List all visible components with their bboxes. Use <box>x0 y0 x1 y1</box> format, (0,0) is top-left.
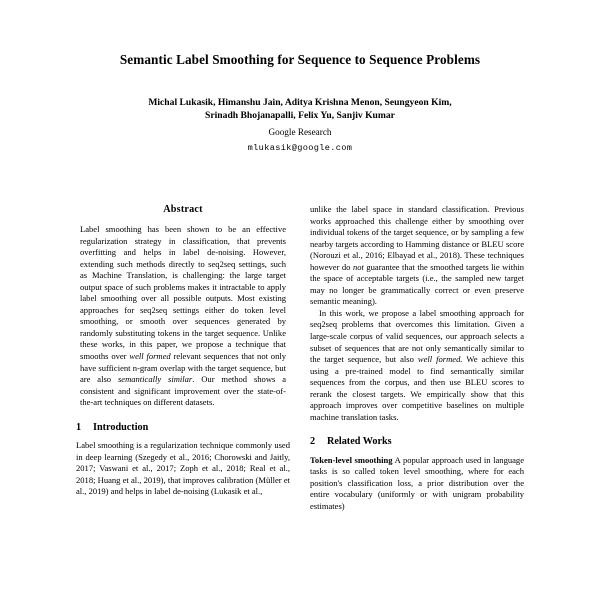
page-title: Semantic Label Smoothing for Sequence to Sequence Problems <box>119 52 481 67</box>
related-works-text: A popular approach used in language tasks is so called token level smoothing, where for each position's classification loss, a prior distribution over the entire vocabulary (uniformly or with unigram probability estimates) <box>310 454 524 511</box>
right-paragraph-2 <box>310 308 524 423</box>
introduction-paragraph: Label smoothing is a regularization technique commonly used in deep learning (Szegedy et al., 2016; Chorowski and Jaitly, 2017; Vaswani et al., 2017; Zoph et al., 2018; Real et al., 2018; Huang et al., 2019), that improves calibration (Müller et al., 2019) and helps in label de-noising (Lukasik et al., <box>76 439 290 497</box>
right-column <box>310 204 524 604</box>
right-p1-text-part-2: guarantee that the smoothed targets lie within the space of acceptable targets (i.e., the sampled new target may no longer be grammatically correct or even preserve semantic meaning). <box>310 261 524 307</box>
section-heading-related-works <box>310 436 524 448</box>
author-line-1: Michal Lukasik, Himanshu Jain, Aditya Krishna Menon, Seungyeon Kim, <box>148 96 452 108</box>
author-line-2: Srinadh Bhojanapalli, Felix Yu, Sanjiv Kumar <box>205 110 395 122</box>
section-number-2: 2 <box>310 436 316 448</box>
abstract-emphasis-well-formed: well formed <box>129 351 171 362</box>
abstract-paragraph <box>80 224 286 409</box>
runin-heading-token-level-smoothing: Token-level smoothing <box>310 454 393 465</box>
paper-header <box>76 52 524 153</box>
section-title-introduction: Introduction <box>93 421 149 433</box>
right-p2-text-part-1: In this work, we propose a label smoothing approach for seq2seq problems that overcomes this limitation. Given a large-scale corpus of valid sequences, our approach selects a subset of sequences that are not only semantically similar to the target sequence, but also <box>310 307 524 365</box>
contact-email[interactable]: mlukasik@google.com <box>247 143 353 154</box>
related-works-paragraph <box>310 455 524 513</box>
right-p2-text-part-2: We achieve this using a pre-trained model to find semantically similar sequences from the corpus, and then use BLEU scores to rerank the closest targets. We empirically show that this approach improves over competitive baselines on multiple machine translation tasks. <box>310 354 524 422</box>
affiliation: Google Research <box>268 127 332 138</box>
abstract-heading: Abstract <box>163 204 203 215</box>
right-p2-emphasis-well-formed: well formed. <box>417 354 463 365</box>
section-title-related-works: Related Works <box>327 436 392 448</box>
abstract-text-part-3: . Our method shows a consistent and significant improvement over the state-of-the-art techniques on different datasets. <box>80 374 286 408</box>
section-heading-introduction <box>76 422 290 434</box>
abstract-text-part-2: relevant sequences that not only have sufficient n-gram overlap with the target sequence, but are also <box>80 351 286 385</box>
right-p1-emphasis-not: not <box>352 261 364 272</box>
right-p1-text-part-1: unlike the label space in standard classification. Previous works approached this challenge either by smoothing over individual tokens of the target sequence, or by sampling a few nearby targets according to Hamming distance or BLEU score (Norouzi et al., 2016; Elbayad et al., 2018). These techniques however do <box>310 204 524 272</box>
abstract-section <box>76 204 290 409</box>
abstract-text-part-1: Label smoothing has been shown to be an effective regularization strategy in classification, that prevents overfitting and helps in label de-noising. However, extending such methods directly to seq2seq settings, such as Machine Translation, is challenging: the large target output space of such problems makes it intractable to apply label smoothing over all possible outputs. Most existing approaches for seq2seq settings either do token level smoothing, or smooth over sequences generated by randomly substituting tokens in the target sequence. Unlike these works, in this paper, we propose a technique that smooths over <box>80 224 286 362</box>
body-columns <box>76 204 524 604</box>
section-number-1: 1 <box>76 421 82 433</box>
abstract-emphasis-semantically-similar: semantically similar <box>117 374 193 385</box>
right-paragraph-1 <box>310 204 524 308</box>
author-list <box>76 96 524 124</box>
left-column <box>76 204 290 604</box>
